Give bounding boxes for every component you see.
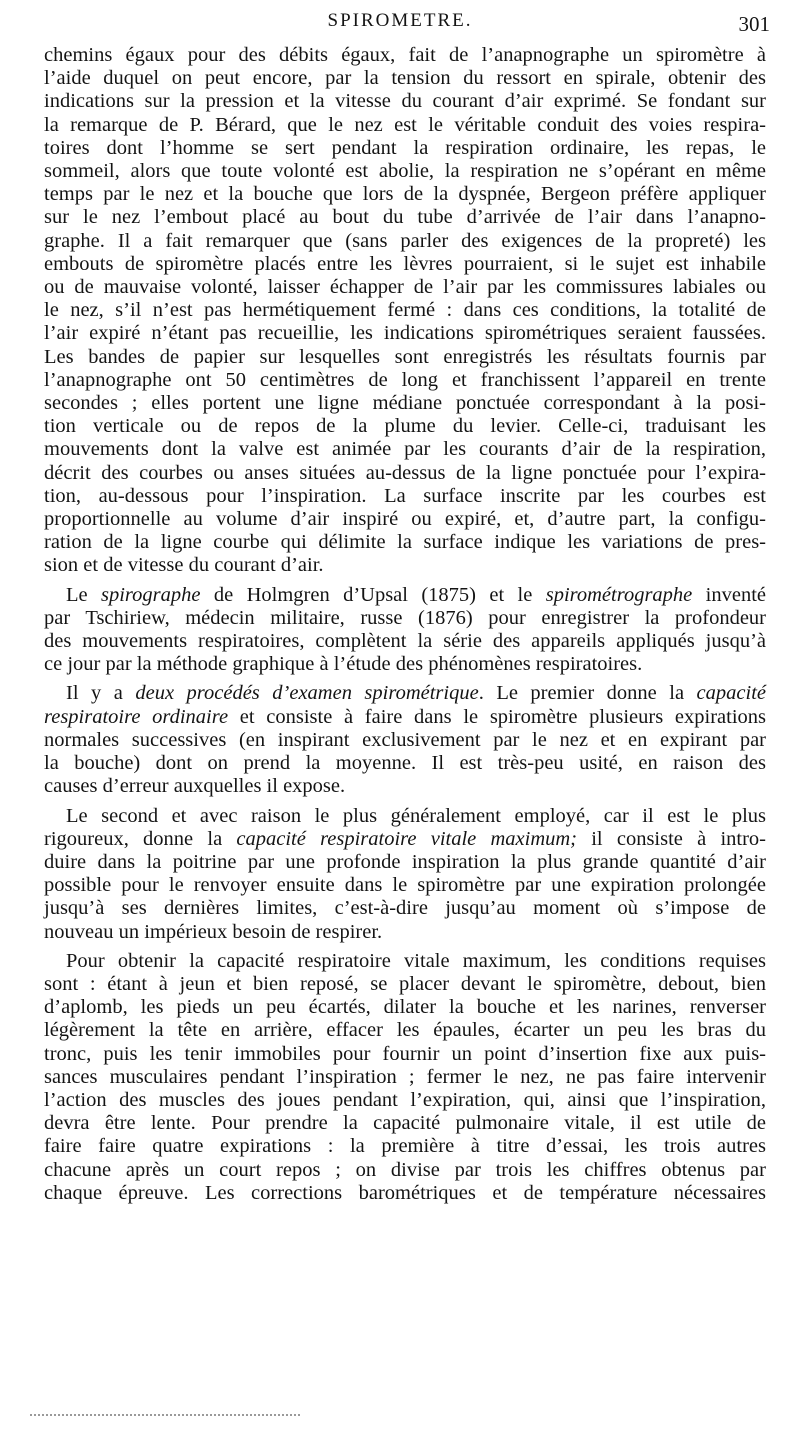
text-run: jusqu’à ses dernières limites, c’est-à-dire jusqu’au moment où s’impose de xyxy=(44,897,766,920)
italic-term: respiratoire ordinaire xyxy=(44,705,229,728)
text-line: la remarque de P. Bérard, que le nez est le véritable conduit des voies respira- xyxy=(44,113,766,136)
italic-term: deux procédés d’examen spirométrique xyxy=(135,682,479,705)
text-line: proportionnelle au volume d’air inspiré ou expiré, et, d’autre part, la configu- xyxy=(44,508,766,531)
text-run: possible pour le renvoyer ensuite dans le spiromètre par une expiration prolongée xyxy=(44,874,766,897)
paragraph-p4 xyxy=(44,805,766,944)
text-line: sur le nez l’embout placé au bout du tube d’arrivée de l’air dans l’anapno- xyxy=(44,206,766,229)
text-run: et consiste à faire dans le spiromètre plusieurs expirations xyxy=(228,705,766,728)
text-line: chaque épreuve. Les corrections barométriques et de température nécessaires xyxy=(44,1181,766,1204)
text-line: tion verticale ou de repos de la plume du levier. Celle-ci, traduisant les xyxy=(44,415,766,438)
text-line: l’air expiré n’étant pas recueillie, les indications spirométriques seraient faussées. xyxy=(44,322,766,345)
text-line: Les bandes de papier sur lesquelles sont enregistrés les résultats fournis par xyxy=(44,345,766,368)
running-title: SPIROMETRE. xyxy=(327,10,473,31)
paragraph-p5 xyxy=(44,950,766,1205)
text-line xyxy=(44,752,766,775)
text-line xyxy=(44,874,766,897)
text-line xyxy=(44,682,766,705)
text-run: par Tschiriew, médecin militaire, russe (1876) pour enregistrer la profondeur xyxy=(44,606,766,629)
text-line: décrit des courbes ou anses situées au-dessus de la ligne ponctuée pour l’expira- xyxy=(44,461,766,484)
text-line: Pour obtenir la capacité respiratoire vitale maximum, les conditions requises xyxy=(66,949,766,972)
text-line: temps par le nez et la bouche que lors de la dyspnée, Bergeon préfère appliquer xyxy=(44,183,766,206)
text-line: l’anapnographe ont 50 centimètres de long et franchissent l’appareil en trente xyxy=(44,368,766,391)
text-line: d’aplomb, les pieds un peu écartés, dilater la bouche et les narines, renverser xyxy=(44,996,766,1019)
italic-term: spirométrographe xyxy=(545,583,693,606)
text-line: sion et de vitesse du courant d’air. xyxy=(44,554,324,577)
text-run: normales successives (en inspirant exclusivement par le nez et en expirant par xyxy=(44,728,766,751)
text-line: devra être lente. Pour prendre la capacité pulmonaire vitale, il est utile de xyxy=(44,1112,766,1135)
body-text xyxy=(44,44,766,1205)
text-run: duire dans la poitrine par une profonde inspiration la plus grande quantité d’air xyxy=(44,850,766,873)
text-line xyxy=(44,805,766,828)
text-line: ou de mauvaise volonté, laisser échapper de l’air par les commissures labiales ou xyxy=(44,276,766,299)
text-line xyxy=(44,630,766,653)
running-head xyxy=(0,4,800,44)
text-line: toires dont l’homme se sert pendant la respiration ordinaire, les repas, le xyxy=(44,136,766,159)
text-line xyxy=(44,607,766,630)
text-line xyxy=(44,828,766,851)
text-line xyxy=(44,921,766,944)
text-line xyxy=(44,775,766,798)
text-line xyxy=(44,729,766,752)
text-run: ce jour par la méthode graphique à l’étude des phénomènes respiratoires. xyxy=(44,653,643,676)
text-line: sont : étant à jeun et bien reposé, se placer devant le spiromètre, debout, bien xyxy=(44,972,766,995)
text-line xyxy=(44,653,766,676)
text-line: tion, au-dessous pour l’inspiration. La surface inscrite par les courbes est xyxy=(44,484,766,507)
text-line: tronc, puis les tenir immobiles pour fournir un point d’insertion fixe aux puis- xyxy=(44,1042,766,1065)
text-line: chemins égaux pour des débits égaux, fait de l’anapnographe un spiromètre à xyxy=(44,44,766,66)
text-run: . Le premier donne la xyxy=(478,682,697,705)
paragraph-p3 xyxy=(44,682,766,798)
text-run: Il y a xyxy=(66,682,136,705)
text-line: l’action des muscles des joues pendant l’expiration, qui, ainsi que l’inspiration, xyxy=(44,1088,766,1111)
paragraph-p1 xyxy=(44,44,766,578)
text-line: légèrement la tête en arrière, effacer les épaules, écarter un peu les bras du xyxy=(44,1019,766,1042)
paragraph-p2 xyxy=(44,584,766,677)
text-line xyxy=(44,584,766,607)
text-run: rigoureux, donne la xyxy=(44,827,237,850)
text-run: Le xyxy=(66,583,101,606)
text-line: le nez, s’il n’est pas hermétiquement fermé : dans ces conditions, la totalité de xyxy=(44,299,766,322)
text-line: l’aide duquel on peut encore, par la tension du ressort en spirale, obtenir des xyxy=(44,67,766,90)
italic-term: capacité xyxy=(696,682,766,705)
text-run: la bouche) dont on prend la moyenne. Il est très-peu usité, en raison des xyxy=(44,752,766,775)
text-line: indications sur la pression et la vitesse du courant d’air exprimé. Se fondant sur xyxy=(44,90,766,113)
italic-term: spirographe xyxy=(101,583,201,606)
text-run: causes d’erreur auxquelles il expose. xyxy=(44,775,346,798)
text-line xyxy=(44,897,766,920)
text-run: Le second et avec raison le plus généralement employé, car il est le plus xyxy=(66,804,766,827)
text-line: graphe. Il a fait remarquer que (sans parler des exigences de la propreté) les xyxy=(44,229,766,252)
text-run: des mouvements respiratoires, complètent la série des appareils appliqués jusqu’à xyxy=(44,630,766,653)
text-run: nouveau un impérieux besoin de respirer. xyxy=(44,920,383,943)
page-number: 301 xyxy=(738,12,770,36)
text-line: faire faire quatre expirations : la première à titre d’essai, les trois autres xyxy=(44,1135,766,1158)
text-run: il consiste à intro- xyxy=(577,827,766,850)
text-run: inventé xyxy=(692,583,766,606)
text-line: ration de la ligne courbe qui délimite la surface indique les variations de pres- xyxy=(44,531,766,554)
text-run: de Holmgren d’Upsal (1875) et le xyxy=(200,583,546,606)
text-line: sommeil, alors que toute volonté est abolie, la respiration ne s’opérant en même xyxy=(44,160,766,183)
text-line: secondes ; elles portent une ligne médiane ponctuée correspondant à la posi- xyxy=(44,392,766,415)
text-line xyxy=(44,851,766,874)
text-line: chacune après un court repos ; on divise par trois les chiffres obtenus par xyxy=(44,1158,766,1181)
italic-term: capacité respiratoire vitale maximum; xyxy=(236,827,578,850)
footer-dotted-rule xyxy=(30,1414,300,1419)
text-line: embouts de spiromètre placés entre les lèvres pourraient, si le sujet est inhabile xyxy=(44,252,766,275)
text-line: sances musculaires pendant l’inspiration ; fermer le nez, ne pas faire intervenir xyxy=(44,1065,766,1088)
text-line xyxy=(44,706,766,729)
text-line: mouvements dont la valve est animée par les courants d’air de la respiration, xyxy=(44,438,766,461)
